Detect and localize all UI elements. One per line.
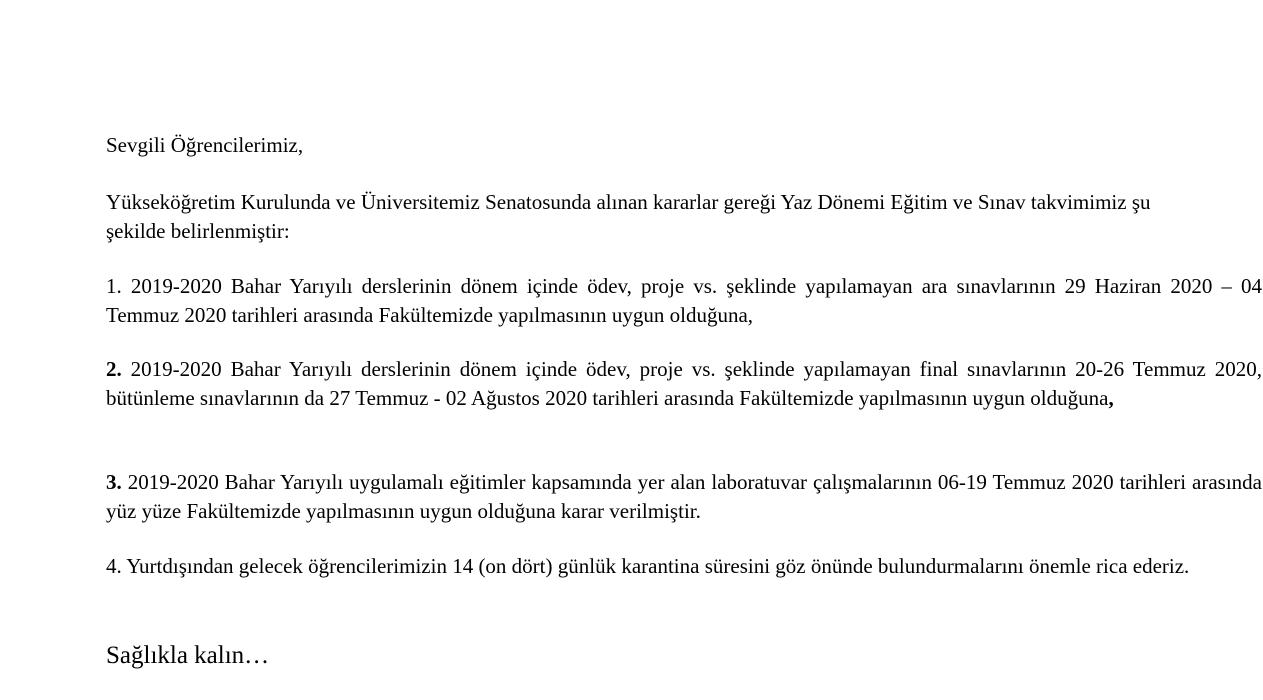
list-item-2 [106, 355, 1262, 413]
item-text: 2019-2020 Bahar Yarıyılı uygulamalı eğitimler kapsamında yer alan laboratuvar çalışmalarının 06-19 Temmuz 2020 tarihleri arasında yüz yüze Fakültemizde yapılmasının uygun olduğuna karar verilmiştir. [106, 470, 1262, 523]
item-tail: , [1108, 386, 1114, 410]
item-number: 4. [106, 554, 122, 578]
list-item-3 [106, 468, 1262, 526]
item-text: Yurtdışından gelecek öğrencilerimizin 14 (on dört) günlük karantina süresini göz önünde bulundurmalarını önemle rica ederiz. [121, 554, 1190, 578]
item-number: 1. [106, 274, 122, 298]
intro-paragraph: Yükseköğretim Kurulunda ve Üniversitemiz Senatosunda alınan kararlar gereği Yaz Dönemi Eğitim ve Sınav takvimimiz şu şekilde belirlenmiştir: [106, 190, 1151, 243]
item-text: 2019-2020 Bahar Yarıyılı derslerinin dönem içinde ödev, proje vs. şeklinde yapılamayan ara sınavlarının 29 Haziran 2020 – 04 Temmuz 2020 tarihleri arasında Fakültemizde yapılmasının uygun olduğuna, [106, 274, 1262, 327]
item-number: 3. [106, 470, 122, 494]
greeting: Sevgili Öğrencilerimiz, [106, 133, 304, 157]
letter-document [106, 0, 1262, 700]
list-item-1 [106, 272, 1262, 330]
item-number: 2. [106, 357, 122, 381]
list-item-4 [106, 552, 1262, 581]
item-text: 2019-2020 Bahar Yarıyılı derslerinin dönem içinde ödev, proje vs. şeklinde yapılamayan final sınavlarının 20-26 Temmuz 2020, bütünleme sınavlarının da 27 Temmuz - 02 Ağustos 2020 tarihleri arasında Fakültemizde yapılmasının uygun olduğuna [106, 357, 1262, 410]
closing-line: Sağlıkla kalın… [106, 642, 270, 669]
